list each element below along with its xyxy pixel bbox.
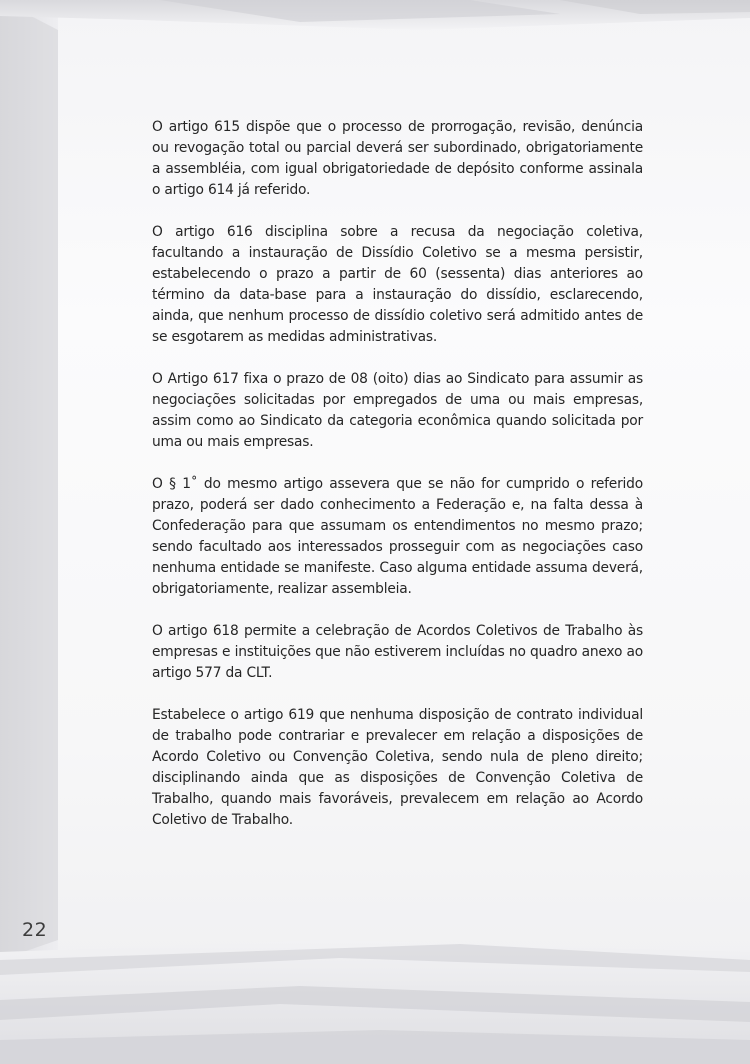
page-number: 22 bbox=[22, 919, 48, 941]
paragraph-artigo-615: O artigo 615 dispõe que o processo de prorrogação, revisão, denúncia ou revogação total ou parcial deverá ser subordinado, obrigatoriamente a assembléia, com igual obrigatoriedade de depósito conforme assinala o artigo 614 já referido. bbox=[152, 119, 643, 198]
left-band-shade bbox=[0, 0, 58, 960]
body-text bbox=[152, 117, 643, 852]
paragraph-artigo-616: O artigo 616 disciplina sobre a recusa da negociação coletiva, facultando a instauração de Dissídio Coletivo se a mesma persistir, estabelecendo o prazo a partir de 60 (sessenta) dias anteriores ao término da data-base para a instauração do dissídio, esclarecendo, ainda, que nenhum processo de dissídio coletivo será admitido antes de se esgotarem as medidas administrativas. bbox=[152, 224, 643, 345]
paragraph-paragrafo-1: O § 1˚ do mesmo artigo assevera que se não for cumprido o referido prazo, poderá ser dado conhecimento a Federação e, na falta dessa à Confederação para que assumam os entendimentos no mesmo prazo; sendo facultado aos interessados prosseguir com as negociações caso nenhuma entidade se manifeste. Caso alguma entidade assuma deverá, obrigatoriamente, realizar assembleia. bbox=[152, 476, 643, 597]
paragraph-artigo-618: O artigo 618 permite a celebração de Acordos Coletivos de Trabalho às empresas e instituições que não estiverem incluídas no quadro anexo ao artigo 577 da CLT. bbox=[152, 623, 643, 681]
paragraph-artigo-619: Estabelece o artigo 619 que nenhuma disposição de contrato individual de trabalho pode contrariar e prevalecer em relação a disposições de Acordo Coletivo ou Convenção Coletiva, sendo nula de pleno direito; disciplinando ainda que as disposições de Convenção Coletiva de Trabalho, quando mais favoráveis, prevalecem em relação ao Acordo Coletivo de Trabalho. bbox=[152, 707, 643, 828]
paragraph-artigo-617: O Artigo 617 fixa o prazo de 08 (oito) dias ao Sindicato para assumir as negociações solicitadas por empregados de uma ou mais empresas, assim como ao Sindicato da categoria econômica quando solicitada por uma ou mais empresas. bbox=[152, 371, 643, 450]
